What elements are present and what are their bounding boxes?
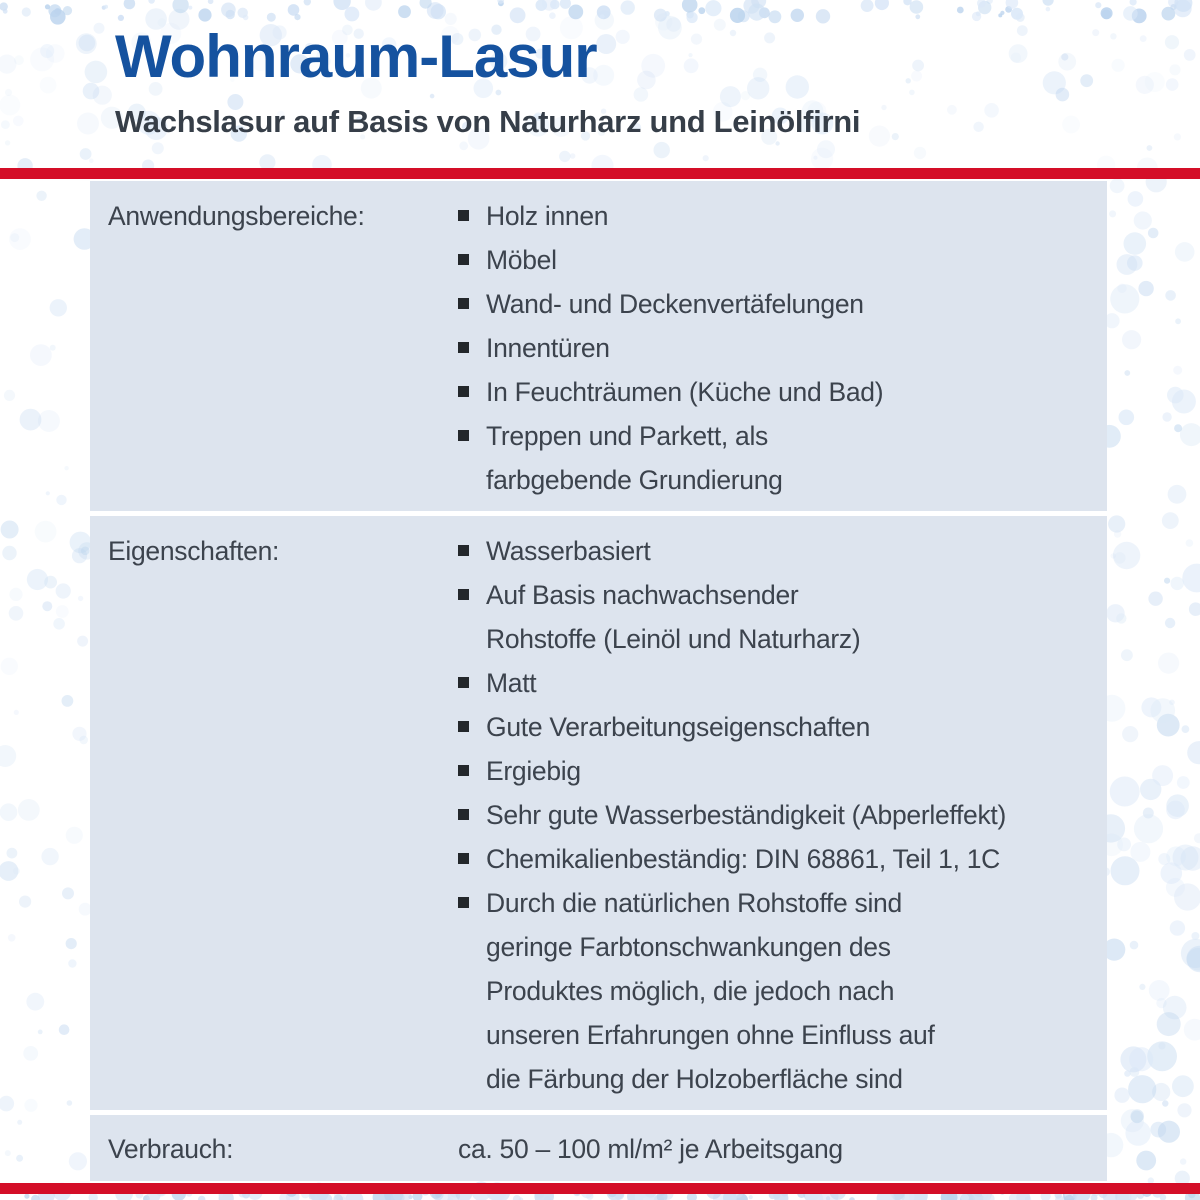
list-item-text: Chemikalienbeständig: DIN 68861, Teil 1, 1C — [486, 844, 1000, 874]
square-bullet-icon — [458, 254, 469, 265]
list-item — [458, 529, 1107, 573]
square-bullet-icon — [458, 677, 469, 688]
list-item-text: Wand- und Deckenvertäfelungen — [486, 289, 864, 319]
list-item-text: Treppen und Parkett, als farbgebende Grundierung — [486, 421, 783, 495]
list-item-text: Matt — [486, 668, 537, 698]
list-item — [458, 370, 1107, 414]
page-subtitle: Wachslasur auf Basis von Naturharz und Leinölfirni — [115, 104, 861, 139]
square-bullet-icon — [458, 545, 469, 556]
square-bullet-icon — [458, 430, 469, 441]
list-item-text: Durch die natürlichen Rohstoffe sind geringe Farbtonschwankungen des Produktes möglich, die jedoch nach unseren Erfahrungen ohne Einfluss auf die Färbung der Holzoberfläche sind — [486, 888, 935, 1094]
list-item-text: Auf Basis nachwachsender Rohstoffe (Leinöl und Naturharz) — [486, 580, 861, 654]
spec-table — [90, 181, 1107, 1186]
square-bullet-icon — [458, 386, 469, 397]
list-item — [458, 793, 1107, 837]
top-red-divider — [0, 168, 1200, 179]
list-item — [458, 282, 1107, 326]
square-bullet-icon — [458, 765, 469, 776]
page-title: Wohnraum-Lasur — [115, 23, 597, 90]
list-item — [458, 326, 1107, 370]
properties-list — [458, 529, 1107, 1101]
spec-row-applications — [90, 181, 1107, 511]
list-item — [458, 749, 1107, 793]
list-item — [458, 414, 1107, 502]
consumption-value: ca. 50 – 100 ml/m² je Arbeitsgang — [458, 1134, 843, 1164]
list-item-text: Ergiebig — [486, 756, 581, 786]
row-label: Anwendungsbereiche: — [108, 201, 365, 231]
row-content — [458, 529, 1107, 1101]
list-item — [458, 573, 1107, 661]
row-label: Verbrauch: — [108, 1134, 234, 1164]
list-item — [458, 661, 1107, 705]
square-bullet-icon — [458, 342, 469, 353]
list-item-text: Sehr gute Wasserbeständigkeit (Abperleffekt) — [486, 800, 1007, 830]
square-bullet-icon — [458, 298, 469, 309]
list-item — [458, 881, 1107, 1101]
spec-row-consumption — [90, 1115, 1107, 1181]
list-item-text: Wasserbasiert — [486, 536, 651, 566]
list-item-text: Möbel — [486, 245, 557, 275]
list-item — [458, 837, 1107, 881]
list-item-text: Holz innen — [486, 201, 609, 231]
square-bullet-icon — [458, 897, 469, 908]
row-label: Eigenschaften: — [108, 536, 280, 566]
list-item — [458, 705, 1107, 749]
list-item — [458, 194, 1107, 238]
row-content — [458, 194, 1107, 502]
row-content — [458, 1127, 1107, 1171]
applications-list — [458, 194, 1107, 502]
square-bullet-icon — [458, 210, 469, 221]
square-bullet-icon — [458, 721, 469, 732]
list-item-text: In Feuchträumen (Küche und Bad) — [486, 377, 884, 407]
header — [115, 24, 860, 140]
list-item-text: Gute Verarbeitungseigenschaften — [486, 712, 871, 742]
bottom-red-divider — [0, 1183, 1200, 1194]
square-bullet-icon — [458, 853, 469, 864]
list-item — [458, 238, 1107, 282]
square-bullet-icon — [458, 589, 469, 600]
spec-row-properties — [90, 516, 1107, 1110]
square-bullet-icon — [458, 809, 469, 820]
list-item-text: Innentüren — [486, 333, 610, 363]
